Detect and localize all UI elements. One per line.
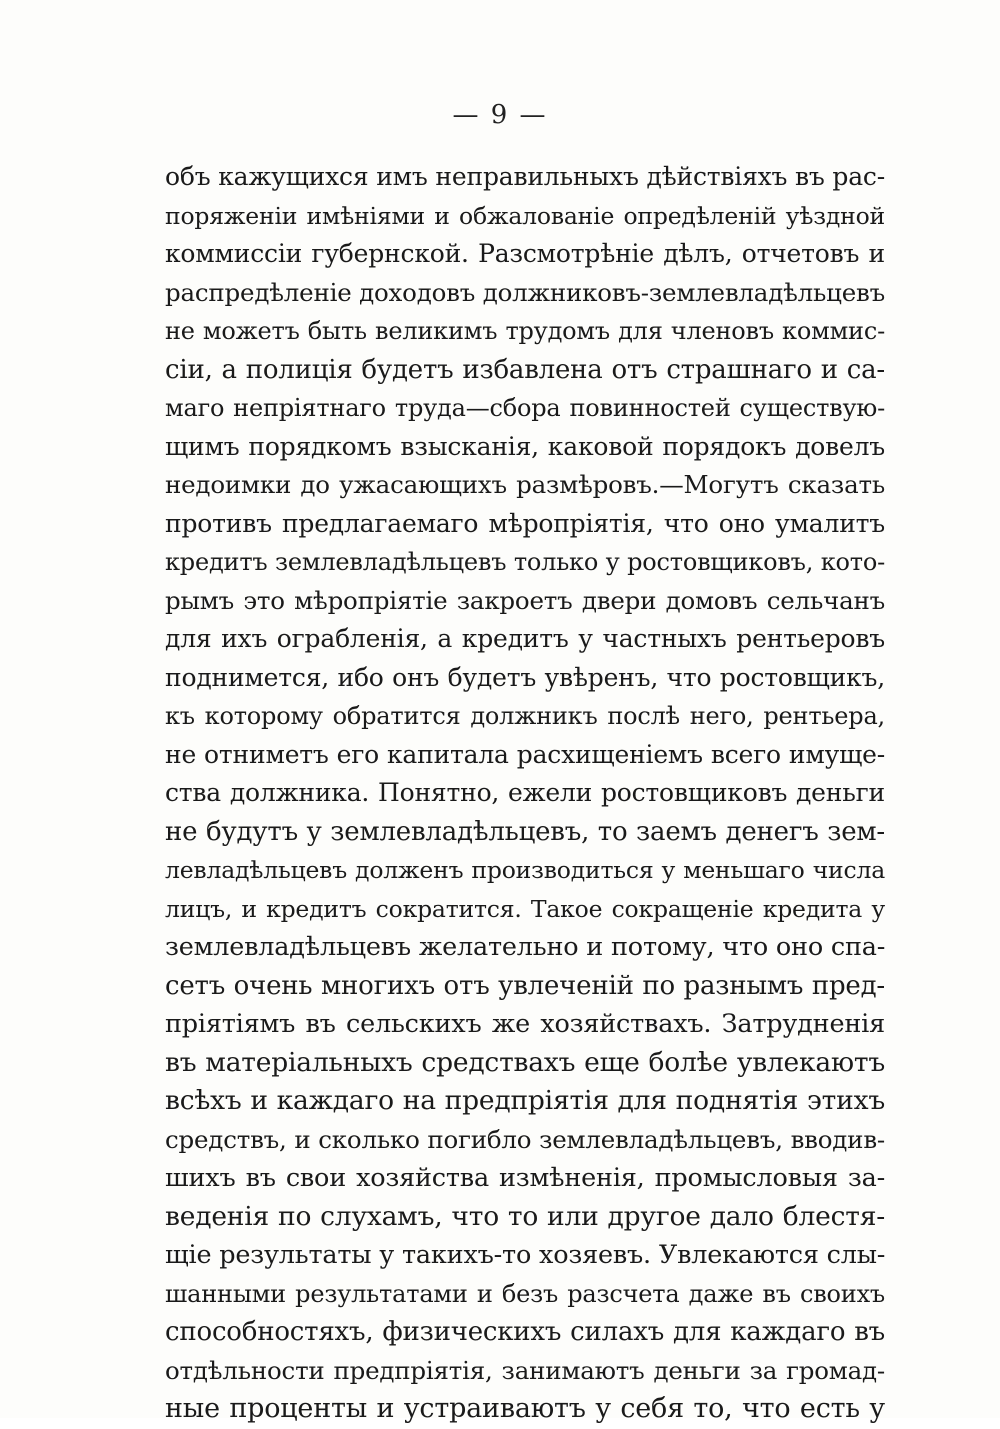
text-line: для ихъ ограбленія, а кредитъ у частныхъ рентьеровъ [165, 624, 885, 653]
text-line: къ которому обратится должникъ послѣ него, рентьера, [165, 702, 885, 730]
text-line: рымъ это мѣропріятіе закроетъ двери домовъ сельчанъ [165, 585, 885, 615]
text-line: всѣхъ и каждаго на предпріятія для поднятія этихъ [165, 1085, 885, 1116]
text-line: лицъ, и кредитъ сократится. Такое сокращеніе кредита у [165, 894, 885, 923]
text-line: коммиссіи губернской. Разсмотрѣніе дѣлъ, отчетовъ и [165, 239, 885, 268]
text-line: сетъ очень многихъ отъ увлеченій по разнымъ пред- [165, 970, 885, 1001]
text-line: объ кажущихся имъ неправильныхъ дѣйствіяхъ въ рас- [165, 162, 885, 191]
text-line: недоимки до ужасающихъ размѣровъ.—Могутъ сказать [165, 470, 885, 499]
text-line: шихъ въ свои хозяйства измѣненія, промысловыя за- [165, 1163, 885, 1193]
text-line: землевладѣльцевъ желательно и потому, что оно спа- [165, 932, 886, 962]
text-line: не можетъ быть великимъ трудомъ для членовъ коммис- [165, 317, 885, 345]
text-line: противъ предлагаемаго мѣропріятія, что оно умалитъ [165, 508, 885, 538]
text-line: въ матеріальныхъ средствахъ еще болѣе увлекаютъ [165, 1046, 885, 1078]
text-line: отдѣльности предпріятія, занимаютъ деньги за громад- [165, 1355, 885, 1385]
text-line: кредитъ землевладѣльцевъ только у ростовщиковъ, кото- [165, 548, 885, 576]
text-line: поднимется, ибо онъ будетъ увѣренъ, что ростовщикъ, [165, 662, 885, 692]
text-line: шанными результатами и безъ разсчета даже въ своихъ [165, 1279, 885, 1308]
text-line: средствъ, и сколько погибло землевладѣльцевъ, вводив- [165, 1124, 885, 1154]
text-line: не будутъ у землевладѣльцевъ, то заемъ денегъ зем- [165, 816, 885, 847]
text-line: левладѣльцевъ долженъ производиться у меньшаго числа [165, 856, 885, 884]
text-line: не отниметъ его капитала расхищеніемъ всего имуще- [165, 739, 885, 769]
text-line: ства должника. Понятно, ежели ростовщиковъ деньги [165, 778, 885, 807]
text-line: ные проценты и устраиваютъ у себя то, что есть у [165, 1393, 885, 1424]
text-line: распредѣленіе доходовъ должниковъ-землевладѣльцевъ [165, 277, 885, 307]
text-line: сіи, а полиція будетъ избавлена отъ страшнаго и са- [165, 354, 885, 385]
text-line: щіе результаты у такихъ-то хозяевъ. Увлекаются слы- [165, 1240, 886, 1270]
text-line: щимъ порядкомъ взысканія, каковой порядокъ довелъ [165, 431, 885, 461]
text-line: маго непріятнаго труда—сбора повинностей существую- [165, 394, 885, 422]
body-text [165, 158, 885, 1429]
text-line: пріятіямъ въ сельскихъ же хозяйствахъ. Затрудненія [165, 1009, 885, 1039]
text-line: поряженіи имѣніями и обжалованіе опредѣленій уѣздной [165, 201, 885, 230]
page-number: — 9 — [452, 100, 548, 130]
text-line: способностяхъ, физическихъ силахъ для каждаго въ [165, 1317, 885, 1347]
text-line: веденія по слухамъ, что то или другое дало блестя- [165, 1200, 885, 1232]
